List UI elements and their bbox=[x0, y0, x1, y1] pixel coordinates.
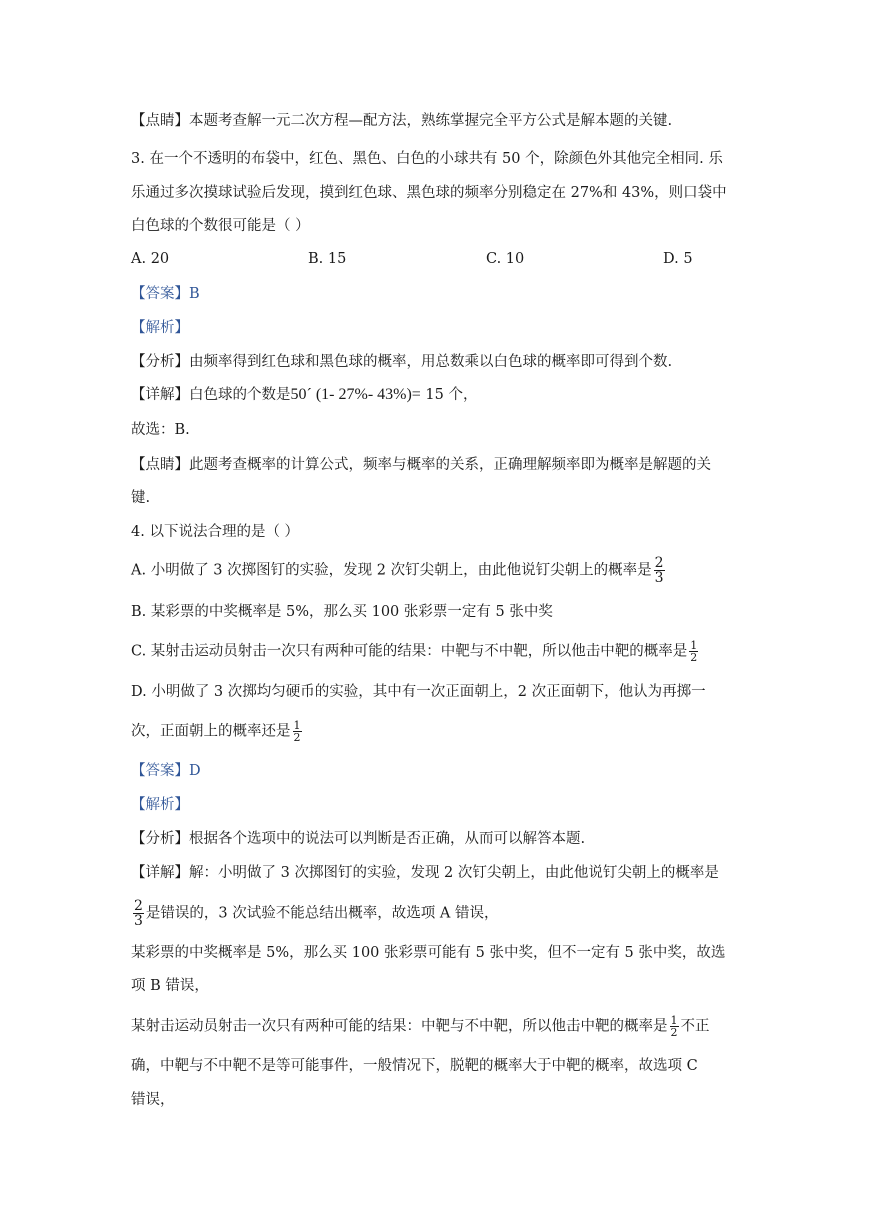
formula: 50´ (1- 27%- 43%)= bbox=[290, 386, 421, 403]
option-b: B. 15 bbox=[308, 251, 347, 267]
option-d-text: 次，正面朝上的概率还是 bbox=[131, 723, 291, 740]
fraction bbox=[133, 899, 144, 928]
detail-text: 确，中靶与不中靶不是等可能事件，一般情况下，脱靶的概率大于中靶的概率，故选项 C bbox=[131, 1058, 698, 1074]
numerator: 1 bbox=[690, 639, 698, 652]
detail-text-span: 某射击运动员射击一次只有两种可能的结果：中靶与不中靶，所以他击中靶的概率是 bbox=[131, 1018, 668, 1035]
option-d bbox=[131, 720, 304, 743]
fraction bbox=[654, 556, 665, 585]
numerator: 1 bbox=[670, 1014, 678, 1027]
numerator: 2 bbox=[134, 898, 143, 914]
denominator: 3 bbox=[654, 570, 664, 586]
fraction bbox=[670, 1015, 679, 1038]
fenxi-text: 【分析】由频率得到红色球和黑色球的概率，用总数乘以白色球的概率即可得到个数. bbox=[131, 354, 673, 370]
detail-text bbox=[131, 1015, 710, 1038]
xiangjie-text bbox=[131, 385, 478, 405]
option-a: A. 20 bbox=[131, 251, 170, 267]
option-c bbox=[131, 640, 700, 663]
option-a bbox=[131, 556, 667, 585]
detail-text: 【详解】解：小明做了 3 次掷图钉的实验，发现 2 次钉尖朝上，由此他说钉尖朝上的概率是 bbox=[131, 865, 719, 881]
numerator: 1 bbox=[293, 719, 301, 732]
question-3-stem: 乐通过多次摸球试验后发现，摸到红色球、黑色球的频率分别稳定在 27%和 43%，则口袋中 bbox=[131, 185, 727, 201]
dianjing-text: 键. bbox=[131, 490, 151, 506]
denominator: 3 bbox=[134, 913, 143, 929]
question-3-stem: 3. 在一个不透明的布袋中，红色、黑色、白色的小球共有 50 个，除颜色外其他完全相同. 乐 bbox=[131, 151, 723, 167]
text-line: 【点睛】本题考查解一元二次方程—配方法，熟练掌握完全平方公式是解本题的关键. bbox=[131, 113, 673, 129]
detail-text bbox=[131, 899, 498, 928]
detail-text: 某彩票的中奖概率是 5%，那么买 100 张彩票可能有 5 张中奖，但不一定有 5 张中奖，故选 bbox=[131, 945, 726, 961]
detail-text: 项 B 错误， bbox=[131, 978, 209, 994]
option-d: D. 5 bbox=[663, 251, 693, 267]
question-4-stem: 4. 以下说法合理的是（ ） bbox=[131, 524, 300, 540]
detail-text: 错误， bbox=[131, 1092, 175, 1108]
detail-text-span: 是错误的，3 次试验不能总结出概率，故选项 A 错误， bbox=[145, 905, 499, 922]
option-a-text: A. 小明做了 3 次掷图钉的实验，发现 2 次钉尖朝上，由此他说钉尖朝上的概率是 bbox=[131, 562, 652, 579]
question-3-stem: 白色球的个数很可能是（ ） bbox=[131, 218, 310, 234]
conclusion: 故选：B. bbox=[131, 422, 190, 438]
fenxi-text: 【分析】根据各个选项中的说法可以判断是否正确，从而可以解答本题. bbox=[131, 831, 586, 847]
option-d: D. 小明做了 3 次掷均匀硬币的实验，其中有一次正面朝上，2 次正面朝下，他认为再掷一 bbox=[131, 684, 706, 700]
denominator: 2 bbox=[293, 731, 301, 744]
denominator: 2 bbox=[690, 651, 698, 664]
option-b: B. 某彩票的中奖概率是 5%，那么买 100 张彩票一定有 5 张中奖 bbox=[131, 604, 553, 620]
fraction bbox=[293, 720, 302, 743]
fraction bbox=[689, 640, 698, 663]
numerator: 2 bbox=[654, 555, 664, 571]
xiangjie-suffix: 15 个， bbox=[420, 387, 478, 403]
dianjing-text: 【点睛】此题考查概率的计算公式，频率与概率的关系，正确理解频率即为概率是解题的关 bbox=[131, 457, 711, 473]
answer-label: 【答案】B bbox=[131, 286, 200, 302]
denominator: 2 bbox=[670, 1026, 678, 1039]
detail-text-span: 不正 bbox=[680, 1018, 710, 1035]
option-c: C. 10 bbox=[486, 251, 525, 267]
analysis-label: 【解析】 bbox=[131, 320, 189, 336]
xiangjie-prefix: 【详解】白色球的个数是 bbox=[131, 387, 291, 403]
analysis-label: 【解析】 bbox=[131, 797, 189, 813]
answer-label: 【答案】D bbox=[131, 763, 201, 779]
option-c-text: C. 某射击运动员射击一次只有两种可能的结果：中靶与不中靶，所以他击中靶的概率是 bbox=[131, 643, 688, 660]
